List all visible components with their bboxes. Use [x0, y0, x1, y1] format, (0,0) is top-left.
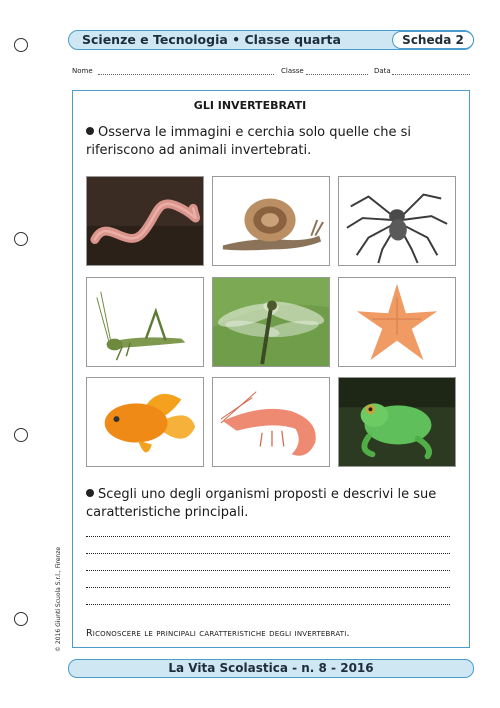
learning-goal: Riconoscere le principali caratteristiche degli invertebrati.	[86, 628, 350, 639]
photo-grasshopper[interactable]	[86, 277, 204, 367]
photo-dragonfly[interactable]	[212, 277, 330, 367]
answer-line-4[interactable]	[86, 587, 450, 588]
binder-hole-3	[14, 428, 28, 442]
instruction-1-text: Osserva le immagini e cerchia solo quelle che si riferiscono ad animali invertebrati.	[86, 125, 412, 158]
nome-label: Nome	[72, 67, 93, 75]
footer-bar: La Vita Scolastica - n. 8 - 2016	[68, 659, 474, 678]
instruction-2	[86, 486, 466, 522]
bullet-icon	[86, 489, 94, 497]
data-label: Data	[374, 67, 391, 75]
instruction-1	[86, 124, 466, 160]
binder-hole-4	[14, 612, 28, 626]
photo-shrimp[interactable]	[212, 377, 330, 467]
header-title: Scienze e Tecnologia • Classe quarta	[82, 32, 341, 47]
answer-line-5[interactable]	[86, 604, 450, 605]
photo-starfish[interactable]	[338, 277, 456, 367]
worksheet-title: GLI INVERTEBRATI	[193, 99, 307, 112]
nome-field[interactable]	[98, 74, 274, 75]
instruction-2-text: Scegli uno degli organismi proposti e descrivi le sue caratteristiche principali.	[86, 487, 437, 520]
data-field[interactable]	[392, 74, 470, 75]
answer-line-1[interactable]	[86, 536, 450, 537]
photo-frog[interactable]	[338, 377, 456, 467]
scheda-badge: Scheda 2	[392, 31, 474, 49]
classe-field[interactable]	[306, 74, 368, 75]
photo-earthworm[interactable]	[86, 176, 204, 266]
copyright-notice: © 2016 Giunti Scuola S.r.l., Firenze	[55, 546, 62, 652]
answer-line-2[interactable]	[86, 553, 450, 554]
binder-hole-2	[14, 232, 28, 246]
classe-label: Classe	[281, 67, 304, 75]
worksheet-frame	[72, 90, 470, 648]
answer-line-3[interactable]	[86, 570, 450, 571]
photo-goldfish[interactable]	[86, 377, 204, 467]
photo-snail[interactable]	[212, 176, 330, 266]
photo-spider[interactable]	[338, 176, 456, 266]
bullet-icon	[86, 127, 94, 135]
binder-hole-1	[14, 38, 28, 52]
